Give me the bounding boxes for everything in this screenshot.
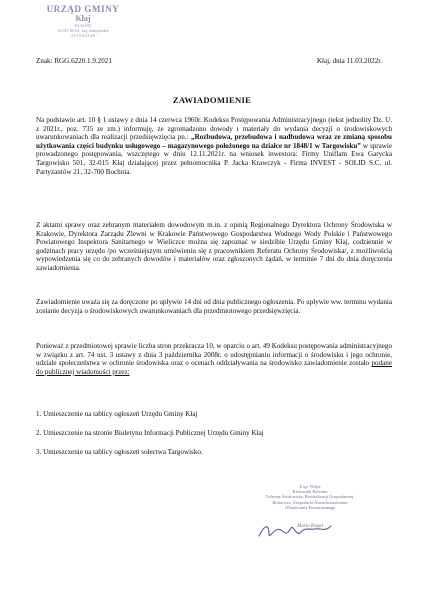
stamp-line-5: 351563348	[70, 33, 96, 38]
stamp-line-3: KŁAJ 655	[74, 23, 92, 28]
stamp-line-2: Kłaj	[75, 14, 91, 23]
handwritten-signature-icon	[255, 520, 335, 542]
stamp-line-1: URZĄD GMINY	[46, 4, 120, 14]
paragraph-case-files: Z aktami sprawy oraz zebranym materiałem dowodowym m.in. z opinią Regionalnego Dyrektora Ochrony Środowiska w Krakowie, Dyrektora Zarządu Zlewni w Krakowie Państwowego Gospodarstwa Wodnego Wody Polskie i Państwowego Powiatowego Inspektora Sanitarnego w Wieliczce można się zapoznać w siedzibie Urzędu Gminy Kłaj, codziennie w godzinach pracy urzędu /po wcześniejszym umówieniu się z pracownikiem Referatu Ochrony Środowiska/, z możliwością wypowiedzenia się co do zebranych dowodów i materiałów oraz zgłoszonych żądań, w terminie 7 dni do dnia doręczenia zawiadomienia.	[36, 221, 392, 272]
para4-text: Ponieważ z przedmiotowej sprawie liczba stron przekracza 10, w oparciu o art. 49 Kodeksu postępowania administracyjnego w związku z art. 74 ust. 3 ustawy z dnia 3 października 2008r. o udostępnianiu informacji o środowisku i jego ochronie, udziale społeczeństwa w ochronie środowiska oraz o ocenach oddziaływania na środowisko zawiadomienie zostało	[36, 342, 392, 368]
signatory-name: Marta Rogal	[297, 524, 323, 530]
office-stamp	[28, 4, 138, 38]
signature-line-5: i Planowania Przestrzennego	[284, 504, 336, 510]
list-item: 2. Umieszczenie na stronie Biuletynu Informacji Publicznej Urzędu Gminy Kłaj	[36, 429, 264, 437]
paragraph-public-notice	[36, 342, 392, 376]
signature-line-3: Ochrony Środowiska, Rewitalizacji Gospodarczej,	[265, 494, 355, 500]
para1-text-a: Na podstawie art. 10 § 1 ustawy z dnia 14 czerwca 1960r. Kodeksu Postępowania Administracyjnego (tekst jednolity Dz. U. z 2021r., poz. 735 ze zm.) informuję, że zgromadzono dowody i materiały do wydania decyzji o środowiskowych uwarunkowaniach dla realizacji przedsięwzięcia pn.:	[36, 116, 392, 142]
signature-line-2: Kierownik Referatu	[292, 489, 328, 495]
para4-underlined: podane do publicznej wiadomości przez:	[36, 359, 392, 376]
signature-line-1: Z up. Wójta	[299, 484, 321, 489]
paragraph-delivery: Zawiadomienie uważa się za doręczone po upływie 14 dni od dnia publicznego ogłoszenia. Po upływie ww. terminu wydania zostanie decyzja o środowiskowych uwarunkowaniach dla przedmiotowego przedsięwzięcia.	[36, 298, 392, 315]
list-item: 3. Umieszczenie na tablicy ogłoszeń sołectwa Targowisko.	[36, 448, 203, 456]
stamp-line-4: 32-015 KŁAJ, woj. małopolskie	[57, 28, 109, 33]
list-item: 1. Umieszczenie na tablicy ogłoszeń Urzędu Gminy Kłaj	[36, 410, 198, 418]
signature-line-4: Rolnictwa, Gospodarki Nieruchomościami	[272, 499, 348, 505]
para1-text-b: w sprawie prowadzonego postępowania, wszczętego w dniu 12.11.2021r. na wniosek inwestora: Firmy Uniflam Ewa Garycka Targowisko 501, 32-015 Kłaj działającej przez pełnomocnika P. Jacka Krawczyk - Firma INVEST - SOLID S.C. ul. Partyzantów 21, 32-700 Bochnia.	[36, 141, 393, 176]
document-title: ZAWIADOMIENIE	[172, 95, 252, 105]
place-and-date: Kłaj, dnia 11.03.2022r.	[316, 57, 382, 65]
reference-number: Znak: RGG.6220.1.9.2021	[36, 57, 112, 65]
paragraph-legal-basis	[36, 116, 392, 176]
project-name: „Rozbudowa, przebudowa i nadbudowa wraz ze zmianą sposobu użytkowania części budynku usługowego – magazynowego położonego na działce nr 1848/1 w Targowisku”	[36, 133, 393, 150]
